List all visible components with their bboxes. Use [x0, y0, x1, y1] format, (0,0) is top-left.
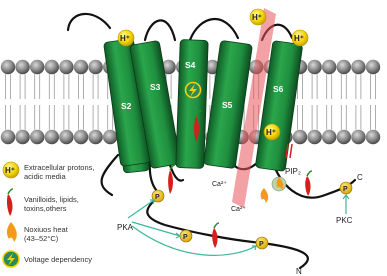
pip2-label: PIP₂ [285, 167, 301, 176]
legend-heat [24, 225, 68, 243]
legend-proton-icon [3, 162, 19, 178]
legend-voltage [24, 255, 92, 264]
proton-h-icon-2 [250, 9, 266, 25]
lipid-head [322, 60, 336, 74]
heat-flame-icon [272, 177, 286, 191]
lipid-head [59, 130, 73, 144]
proton-h-label-2: H⁺ [252, 13, 262, 22]
lipid-head [351, 60, 365, 74]
legend-heat-line1: Noxiuos heat [24, 225, 68, 234]
c-terminus-label: C [357, 173, 363, 182]
lipid-head [103, 130, 117, 144]
legend-voltage-icon [3, 251, 19, 267]
lipid-head [351, 130, 365, 144]
lipid-head [337, 130, 351, 144]
segment-s6-label: S6 [273, 84, 284, 94]
lipid-head [366, 60, 380, 74]
lipid-head [74, 60, 88, 74]
segment-s4 [176, 40, 208, 169]
vanilloid-pepper-icon-4 [305, 171, 312, 196]
segment-s2-label: S2 [121, 101, 132, 111]
segment-s5-label: S5 [222, 100, 233, 110]
transmembrane-helices [104, 39, 303, 174]
legend-protons-line1: Extracellular protons, [24, 163, 95, 172]
calcium-label: Ca²⁺ [212, 181, 227, 188]
lipid-head [1, 60, 15, 74]
lipid-head [307, 60, 321, 74]
lipid-head [15, 60, 29, 74]
lipid-head [15, 130, 29, 144]
phospho-label-3: P [259, 241, 264, 248]
lipid-head [30, 60, 44, 74]
legend-vanilloids-line2: toxins,others [24, 204, 67, 213]
legend-vanilloids [24, 195, 79, 213]
phospho-site-3 [256, 237, 268, 249]
lipid-head [59, 60, 73, 74]
vanilloid-pepper-icon-3 [212, 223, 219, 248]
heat-flame-icon-2 [261, 188, 268, 203]
phospho-label-1: P [155, 194, 160, 201]
phospho-label-4: P [343, 186, 348, 193]
proton-h-label-4: H⁺ [266, 128, 276, 137]
voltage-sensor-icon [186, 83, 201, 98]
proton-h-icon-3 [292, 30, 308, 46]
proton-h-icon-4 [264, 124, 280, 140]
segment-s4-label: S4 [185, 60, 196, 70]
legend-protons [24, 163, 94, 181]
legend-protons-line2: acidic media [24, 172, 66, 181]
legend-vanilloids-line1: Vanilloids, lipids, [24, 195, 79, 204]
lipid-head [307, 130, 321, 144]
phospho-label-2: P [183, 234, 188, 241]
lipid-head [337, 60, 351, 74]
legend-flame-icon [7, 222, 17, 242]
proton-h-label-3: H⁺ [294, 34, 304, 43]
lipid-head [366, 130, 380, 144]
segment-s3-label: S3 [150, 82, 161, 92]
n-terminus-label: N [296, 267, 302, 276]
legend-proton-icon-label: H⁺ [5, 166, 15, 175]
pkc-label: PKC [336, 216, 353, 225]
legend-pepper-icon [7, 189, 13, 216]
lipid-head [322, 130, 336, 144]
lipid-head [1, 130, 15, 144]
lipid-head [88, 130, 102, 144]
proton-h-icon [118, 30, 134, 46]
lipid-head [45, 130, 59, 144]
legend-heat-line2: (43–52°C) [24, 234, 59, 243]
lipid-head [293, 130, 307, 144]
lipid-head [45, 60, 59, 74]
lipid-head [88, 60, 102, 74]
legend-voltage-line: Voltage dependency [24, 255, 92, 264]
lipid-head [74, 130, 88, 144]
calcium-label-2: Ca²⁺ [231, 206, 246, 213]
phospho-site-4 [340, 182, 352, 194]
pka-label: PKA [117, 223, 134, 232]
proton-h-label: H⁺ [120, 34, 130, 43]
phospho-site-2 [180, 230, 192, 242]
lipid-head [30, 130, 44, 144]
